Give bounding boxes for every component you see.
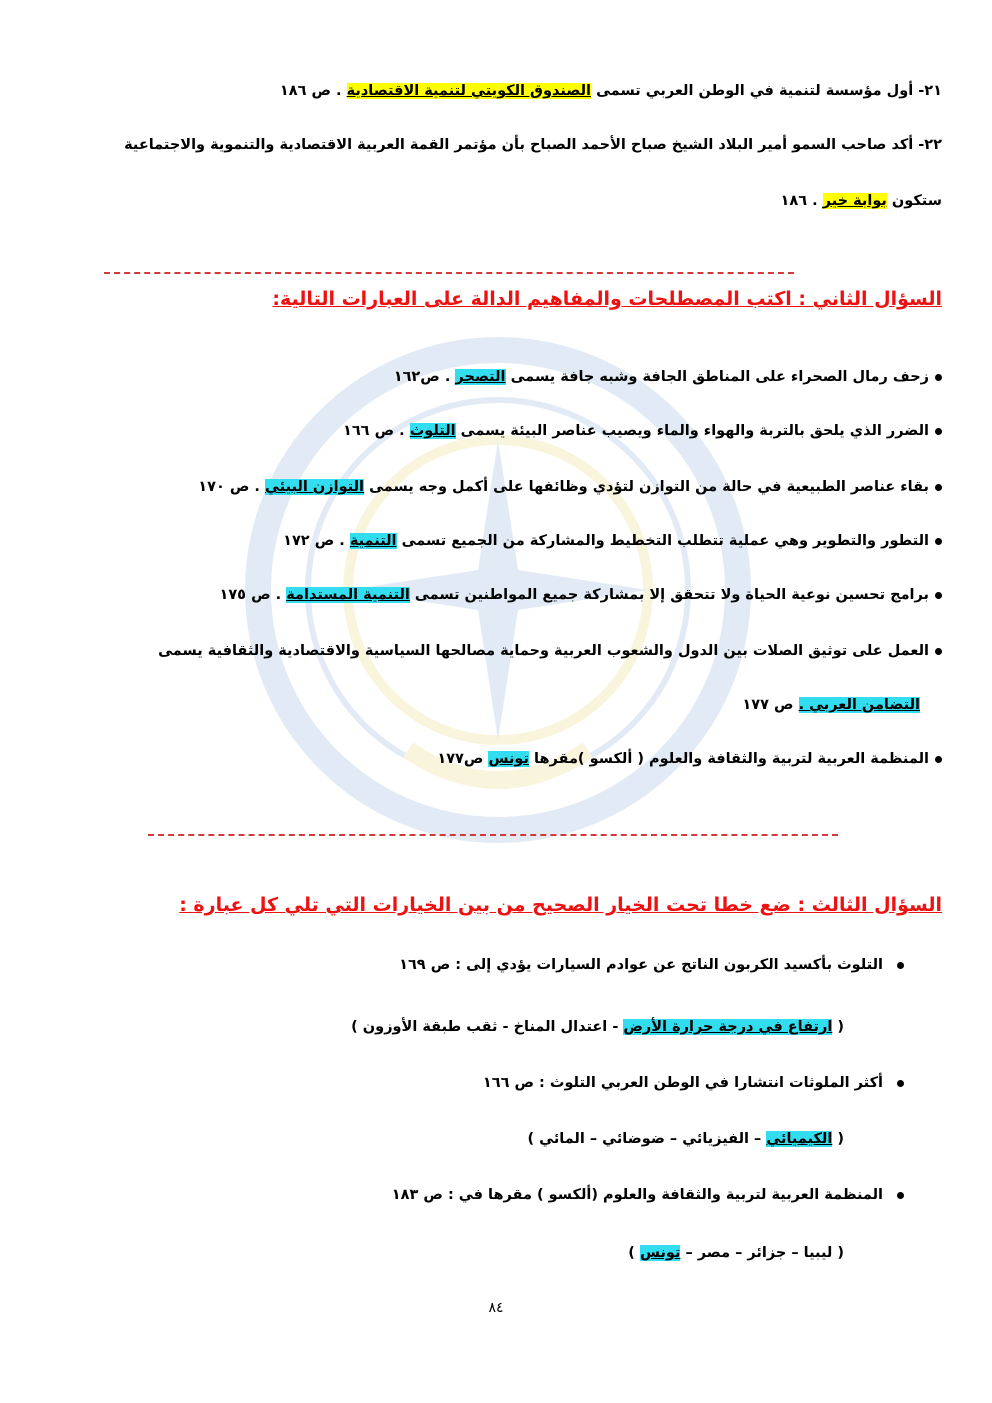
bullet-icon <box>935 428 942 435</box>
item-answer: التنمية المستدامة <box>286 587 410 603</box>
question-21-text: ٢١- أول مؤسسة لتنمية في الوطن العربي تسمى <box>591 83 942 99</box>
item-answer: تونس <box>488 751 529 767</box>
question-22-line-2 <box>781 190 943 212</box>
bullet-icon <box>935 592 942 599</box>
question-text: المنظمة العربية لتربية والثقافة والعلوم (ألكسو ) مقرها في : ص ١٨٣ <box>391 1187 883 1203</box>
item-text: العمل على توثيق الصلات بين الدول والشعوب العربية وحماية مصالحها السياسية والاقتصادية والثقافية يسمى <box>158 643 929 659</box>
option-correct: تونس <box>639 1245 681 1261</box>
options-open: ( <box>832 1131 844 1147</box>
option-correct: الكيميائي <box>766 1131 833 1147</box>
question-21-page: . ص ١٨٦ <box>279 83 347 99</box>
section-2-heading: السؤال الثاني : اكتب المصطلحات والمفاهيم الدالة على العبارات التالية: <box>272 288 942 310</box>
bullet-icon <box>897 1080 904 1087</box>
section-3-question <box>483 1072 904 1094</box>
item-answer: التوازن البيئي <box>265 479 365 495</box>
bullet-icon <box>897 962 904 969</box>
section-3-options <box>628 1242 844 1264</box>
question-text: أكثر الملوثات انتشارا في الوطن العربي التلوث : ص ١٦٦ <box>482 1075 883 1091</box>
item-page: . ص ١٦٦ <box>342 423 410 439</box>
question-21 <box>280 80 942 102</box>
item-text: زحف رمال الصحراء على المناطق الجافة وشبه جافة يسمى <box>505 369 929 385</box>
item-text: التطور والتطوير وهي عملية تتطلب التخطيط والمشاركة من الجميع تسمى <box>396 533 929 549</box>
bullet-icon <box>935 484 942 491</box>
item-text: بقاء عناصر الطبيعية في حالة من التوازن لتؤدي وظائفها على أكمل وجه يسمى <box>364 479 929 495</box>
section-2-item <box>394 366 942 388</box>
question-22-answer: بوابة خير <box>822 193 887 209</box>
option-correct: ارتفاع في درجة حرارة الأرض <box>623 1019 833 1035</box>
page-number: ٨٤ <box>488 1300 504 1316</box>
item-text: برامج تحسين نوعية الحياة ولا تتحقق إلا بمشاركة جميع المواطنين تسمى <box>409 587 929 603</box>
item-answer: التلوث <box>409 423 456 439</box>
question-22-line-1: ٢٢- أكد صاحب السمو أمير البلاد الشيخ صباح الأحمد الصباح بأن مؤتمر القمة العربية الاقتصادية والتنموية والاجتماعية <box>124 137 942 153</box>
section-3-options <box>527 1128 844 1150</box>
options-prefix: ( ليبيا – جزائر – مصر – <box>680 1245 844 1261</box>
section-2-item <box>198 476 942 498</box>
item-text: الضرر الذي يلحق بالتربة والهواء والماء ويصيب عناصر البيئة يسمى <box>455 423 929 439</box>
section-2-item <box>158 640 942 662</box>
bullet-icon <box>897 1192 904 1199</box>
divider-dotted <box>148 834 838 836</box>
section-2-item <box>437 748 942 770</box>
section-2-item <box>343 420 942 442</box>
section-2-item <box>283 530 942 552</box>
item-page: ص ١٧٧ <box>742 697 799 713</box>
item-page: . ص ١٧٥ <box>219 587 287 603</box>
item-answer: التصحر <box>455 369 506 385</box>
question-21-answer: الصندوق الكويتي لتنمية الاقتصادية <box>346 83 592 99</box>
section-3-question <box>399 954 904 976</box>
item-text: المنظمة العربية لتربية والثقافة والعلوم ( ألكسو )مقرها <box>528 751 929 767</box>
question-22-prefix: ستكون <box>886 193 942 209</box>
question-text: التلوث بأكسيد الكربون الناتج عن عوادم السيارات يؤدي إلى : ص ١٦٩ <box>399 957 883 973</box>
options-close: ) <box>628 1245 640 1261</box>
divider-dotted <box>104 272 794 274</box>
item-answer: التضامن العربي . <box>798 697 920 713</box>
section-3-options <box>351 1016 844 1038</box>
options-rest: - اعتدال المناخ - ثقب طبقة الأوزون ) <box>351 1019 624 1035</box>
section-3-heading: السؤال الثالث : ضع خطا تحت الخيار الصحيح من بين الخيارات التي تلي كل عبارة : <box>179 894 942 916</box>
item-page: ص١٧٧ <box>437 751 489 767</box>
bullet-icon <box>935 756 942 763</box>
section-2-item <box>219 584 942 606</box>
bullet-icon <box>935 648 942 655</box>
item-page: . ص١٦٢ <box>393 369 456 385</box>
options-rest: – الفيزيائي – ضوضائي – المائي ) <box>527 1131 767 1147</box>
item-page: . ص ١٧٢ <box>283 533 350 549</box>
bullet-icon <box>935 538 942 545</box>
options-open: ( <box>832 1019 844 1035</box>
question-22-page: . ١٨٦ <box>780 193 823 209</box>
section-2-item-continuation <box>742 694 920 716</box>
bullet-icon <box>935 374 942 381</box>
item-answer: التنمية <box>349 533 397 549</box>
item-page: . ص ١٧٠ <box>198 479 265 495</box>
section-3-question <box>392 1184 904 1206</box>
